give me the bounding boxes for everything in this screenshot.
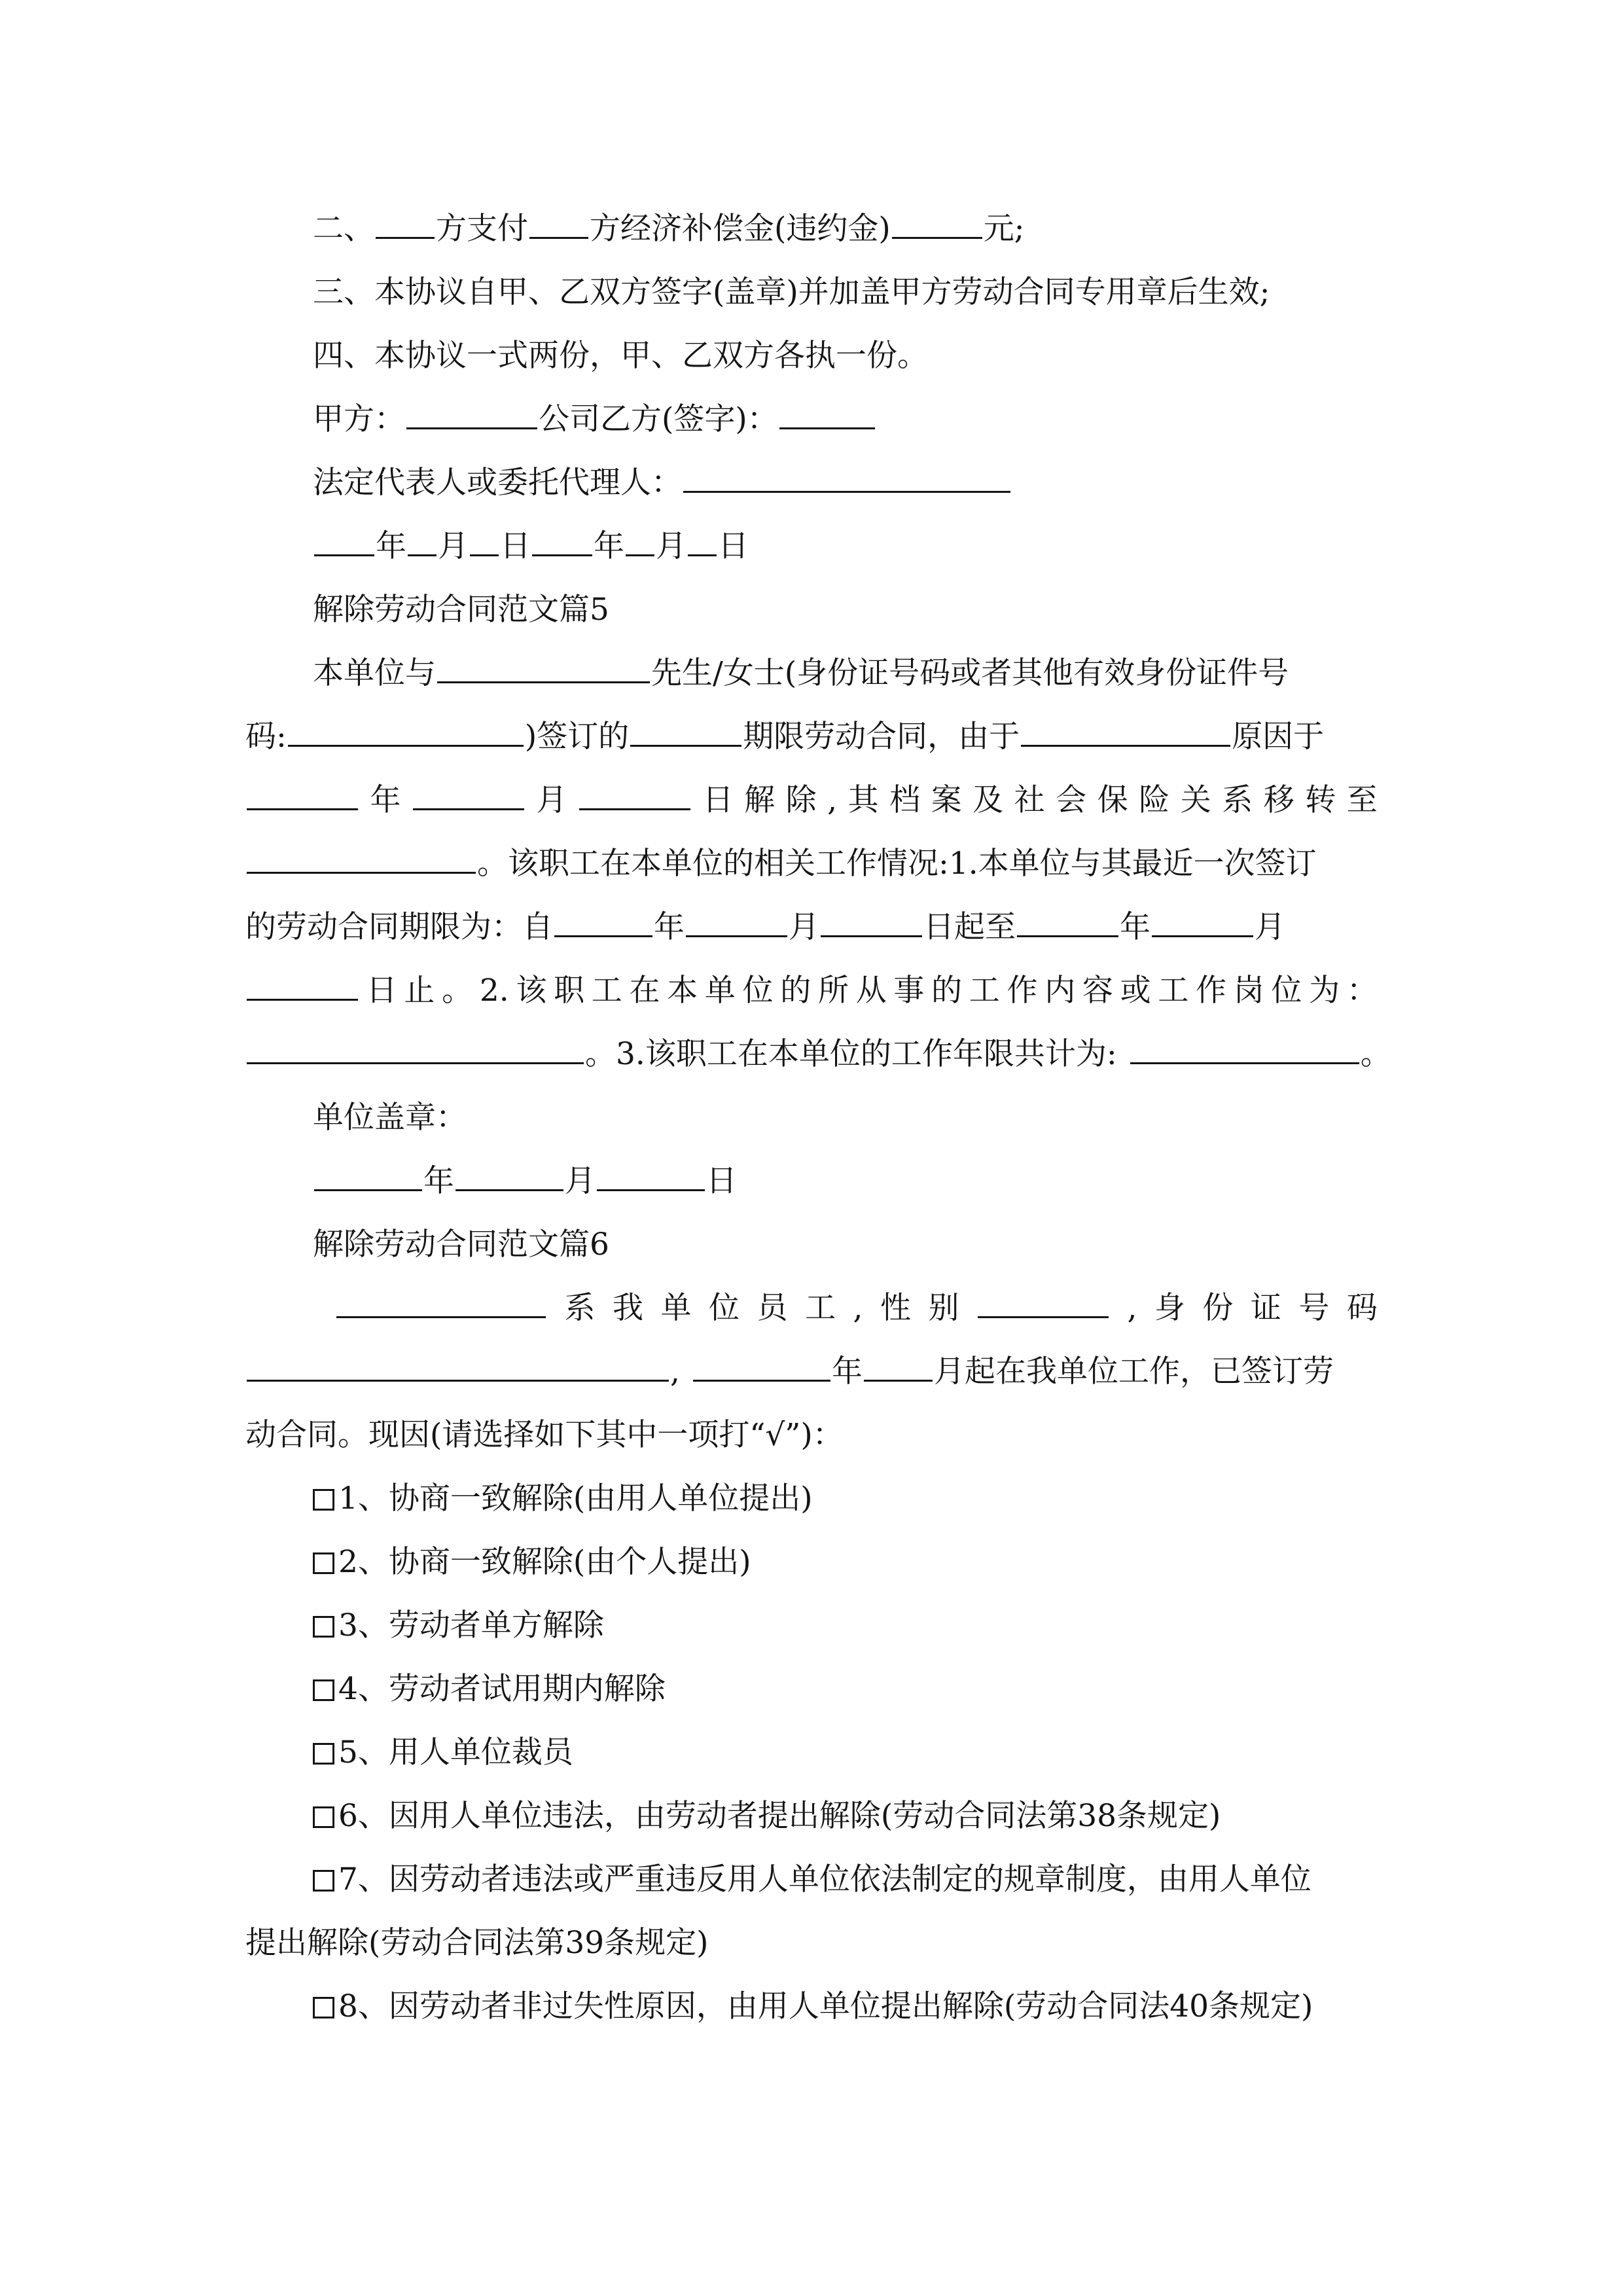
p5-row-3	[245, 782, 1378, 818]
checkbox-icon[interactable]	[313, 1552, 334, 1574]
text: 解	[744, 782, 776, 818]
text: 工	[591, 973, 622, 1009]
option-2[interactable]	[313, 1544, 751, 1580]
text: 日	[702, 782, 734, 818]
p5-row-4	[245, 846, 1317, 882]
option-7-continuation: 提出解除(劳动合同法第39条规定)	[245, 1925, 709, 1961]
option-label: 6、因用人单位违法，由劳动者提出解除(劳动合同法第38条规定)	[338, 1798, 1221, 1834]
blank	[1152, 935, 1253, 937]
text: 码	[1346, 1290, 1378, 1326]
text: 其	[847, 782, 879, 818]
blank	[247, 998, 358, 1001]
text: 位	[742, 973, 774, 1009]
blank	[693, 1379, 830, 1382]
section-heading-6: 解除劳动合同范文篇6	[313, 1227, 609, 1263]
text: 年	[831, 1354, 863, 1390]
text: 的	[931, 973, 963, 1009]
option-6[interactable]	[313, 1798, 1221, 1834]
p5-row-2	[245, 719, 1325, 755]
text: 员	[757, 1290, 788, 1326]
option-label: 3、劳动者单方解除	[338, 1607, 604, 1643]
text: 事	[893, 973, 925, 1009]
text: 位	[1271, 973, 1302, 1009]
text: 先生/女士(身份证号码或者其他有效身份证件号	[651, 655, 1289, 691]
blank	[408, 554, 437, 556]
blank	[247, 1062, 584, 1064]
option-7[interactable]	[313, 1861, 1311, 1897]
seal-date-line	[313, 1163, 737, 1199]
blank	[554, 935, 652, 937]
text: ：	[1346, 973, 1378, 1009]
blank	[470, 554, 499, 556]
text: 转	[1305, 782, 1336, 818]
text: 单	[660, 1290, 692, 1326]
text: 所	[817, 973, 849, 1009]
text: 险	[1139, 782, 1170, 818]
text: 月	[536, 782, 567, 818]
text: 社	[1014, 782, 1045, 818]
text: 及	[972, 782, 1004, 818]
day-label: 日	[500, 528, 531, 564]
clause-3: 三、本协议自甲、乙双方签字(盖章)并加盖甲方劳动合同专用章后生效;	[313, 274, 1270, 310]
clause-2-text-c: 元;	[983, 211, 1025, 247]
blank	[376, 236, 435, 239]
text: 档	[889, 782, 921, 818]
blank	[626, 554, 654, 556]
text: 从	[855, 973, 887, 1009]
checkbox-icon[interactable]	[313, 1997, 334, 2018]
text: 身	[1154, 1290, 1185, 1326]
text: 系	[564, 1290, 596, 1326]
option-5[interactable]	[313, 1734, 573, 1770]
party-a-label: 甲方：	[313, 401, 405, 437]
blank	[1021, 744, 1230, 747]
text: 本单位与	[313, 655, 436, 691]
text: 别	[928, 1290, 959, 1326]
text: 容	[1082, 973, 1113, 1009]
blank	[1130, 1062, 1359, 1064]
blank	[437, 681, 650, 683]
p6-row-2	[245, 1354, 1334, 1390]
checkbox-icon[interactable]	[313, 1743, 334, 1765]
blank	[892, 236, 982, 239]
clause-2-text-b: 方经济补偿金(违约金)	[590, 211, 891, 247]
text: 2.	[479, 973, 509, 1009]
p6-row-3: 动合同。现因(请选择如下其中一项打“√”)：	[245, 1417, 844, 1453]
checkbox-icon[interactable]	[313, 1806, 334, 1828]
blank	[336, 1316, 546, 1318]
checkbox-icon[interactable]	[313, 1870, 334, 1892]
text: 月起在我单位工作，已签订劳	[933, 1354, 1334, 1390]
text: ,	[827, 782, 838, 818]
text: 原因于	[1232, 719, 1325, 755]
text: 本	[667, 973, 698, 1009]
party-b-label: 公司乙方(签字)：	[539, 401, 778, 437]
text: 作	[1196, 973, 1227, 1009]
blank	[314, 1189, 422, 1191]
representative-label: 法定代表人或委托代理人：	[313, 465, 682, 501]
option-label: 1、协商一致解除(由用人单位提出)	[338, 1480, 813, 1516]
p5-row-5	[245, 909, 1285, 945]
section-heading-5: 解除劳动合同范文篇5	[313, 592, 609, 628]
text: 内	[1044, 973, 1076, 1009]
option-1[interactable]	[313, 1480, 813, 1516]
day-label: 日	[718, 528, 749, 564]
year-label: 年	[423, 1163, 454, 1199]
text: 作	[1007, 973, 1038, 1009]
text: ,	[853, 1290, 863, 1326]
text: 案	[931, 782, 962, 818]
representative-line	[313, 465, 1012, 501]
option-label: 8、因劳动者非过失性原因，由用人单位提出解除(劳动合同法40条规定)	[338, 1988, 1313, 2024]
text: 为	[1309, 973, 1340, 1009]
option-3[interactable]	[313, 1607, 604, 1643]
text: 关	[1180, 782, 1211, 818]
year-label: 年	[594, 528, 624, 564]
date-line	[313, 528, 749, 564]
blank	[247, 1379, 669, 1382]
option-label: 2、协商一致解除(由个人提出)	[338, 1544, 751, 1580]
unit-seal-label: 单位盖章：	[313, 1100, 467, 1136]
clause-4: 四、本协议一式两份，甲、乙双方各执一份。	[313, 338, 928, 374]
text: 性	[880, 1290, 911, 1326]
year-label: 年	[376, 528, 406, 564]
blank	[686, 935, 787, 937]
text: 。	[1360, 1036, 1391, 1072]
blank	[779, 427, 875, 429]
clause-2-label: 二、	[313, 211, 374, 247]
text: 年	[370, 782, 401, 818]
blank	[821, 935, 922, 937]
option-label: 4、劳动者试用期内解除	[338, 1671, 666, 1707]
blank	[406, 427, 537, 429]
blank	[288, 744, 524, 747]
text: 该	[516, 973, 547, 1009]
blank	[455, 1189, 563, 1191]
blank	[683, 490, 1010, 493]
option-4[interactable]	[313, 1671, 666, 1707]
text: 岗	[1233, 973, 1264, 1009]
text: 月	[789, 909, 819, 945]
blank	[247, 871, 476, 874]
text: 日	[366, 973, 397, 1009]
checkbox-icon[interactable]	[313, 1679, 334, 1701]
text: 位	[709, 1290, 740, 1326]
text: 保	[1097, 782, 1128, 818]
p5-row-1	[313, 655, 1289, 691]
blank	[314, 554, 374, 556]
blank	[864, 1379, 933, 1382]
text: 号	[1298, 1290, 1330, 1326]
text: 的	[780, 973, 812, 1009]
p5-row-7	[245, 1036, 1391, 1072]
text: ,	[1127, 1290, 1137, 1326]
text: 份	[1202, 1290, 1234, 1326]
text: 证	[1250, 1290, 1281, 1326]
text: 。该职工在本单位的相关工作情况:1.本单位与其最近一次签订	[477, 846, 1317, 882]
text: 年	[1120, 909, 1150, 945]
checkbox-icon[interactable]	[313, 1489, 334, 1511]
text: 移	[1263, 782, 1294, 818]
blank	[688, 554, 717, 556]
text: 会	[1056, 782, 1087, 818]
party-line	[313, 401, 876, 437]
blank	[597, 1189, 705, 1191]
text: 码:	[245, 719, 287, 755]
p6-row-1	[335, 1290, 1378, 1326]
text: 在	[629, 973, 660, 1009]
blank	[247, 808, 358, 810]
text: 职	[554, 973, 585, 1009]
text: 或	[1120, 973, 1151, 1009]
month-label: 月	[656, 528, 687, 564]
blank	[579, 808, 690, 810]
text: )签订的	[524, 719, 630, 755]
text: 工	[805, 1290, 836, 1326]
blank	[978, 1316, 1109, 1318]
text: 工	[969, 973, 1000, 1009]
text: 系	[1222, 782, 1253, 818]
text: 月	[1255, 909, 1285, 945]
day-label: 日	[706, 1163, 737, 1199]
text: 止	[404, 973, 435, 1009]
text: 。	[442, 973, 473, 1009]
text: ,	[670, 1354, 680, 1390]
blank	[630, 744, 741, 747]
clause-2	[313, 211, 1025, 247]
month-label: 月	[565, 1163, 596, 1199]
blank	[529, 236, 588, 239]
option-label: 7、因劳动者违法或严重违反用人单位依法制定的规章制度，由用人单位	[338, 1861, 1311, 1897]
text: 单	[704, 973, 736, 1009]
text: 工	[1158, 973, 1189, 1009]
text: 至	[1346, 782, 1378, 818]
blank	[413, 808, 524, 810]
month-label: 月	[438, 528, 469, 564]
text: 的劳动合同期限为：自	[245, 909, 553, 945]
blank	[1017, 935, 1118, 937]
checkbox-icon[interactable]	[313, 1616, 334, 1638]
p5-row-6	[245, 973, 1378, 1009]
text: 我	[613, 1290, 643, 1326]
text: 日起至	[923, 909, 1016, 945]
blank	[532, 554, 592, 556]
option-8[interactable]	[313, 1988, 1313, 2024]
option-label: 5、用人单位裁员	[338, 1734, 573, 1770]
text: 年	[654, 909, 685, 945]
text: 。3.该职工在本单位的工作年限共计为:	[585, 1036, 1117, 1072]
text: 除	[785, 782, 817, 818]
text: 期限劳动合同，由于	[743, 719, 1020, 755]
clause-2-text-a: 方支付	[436, 211, 528, 247]
